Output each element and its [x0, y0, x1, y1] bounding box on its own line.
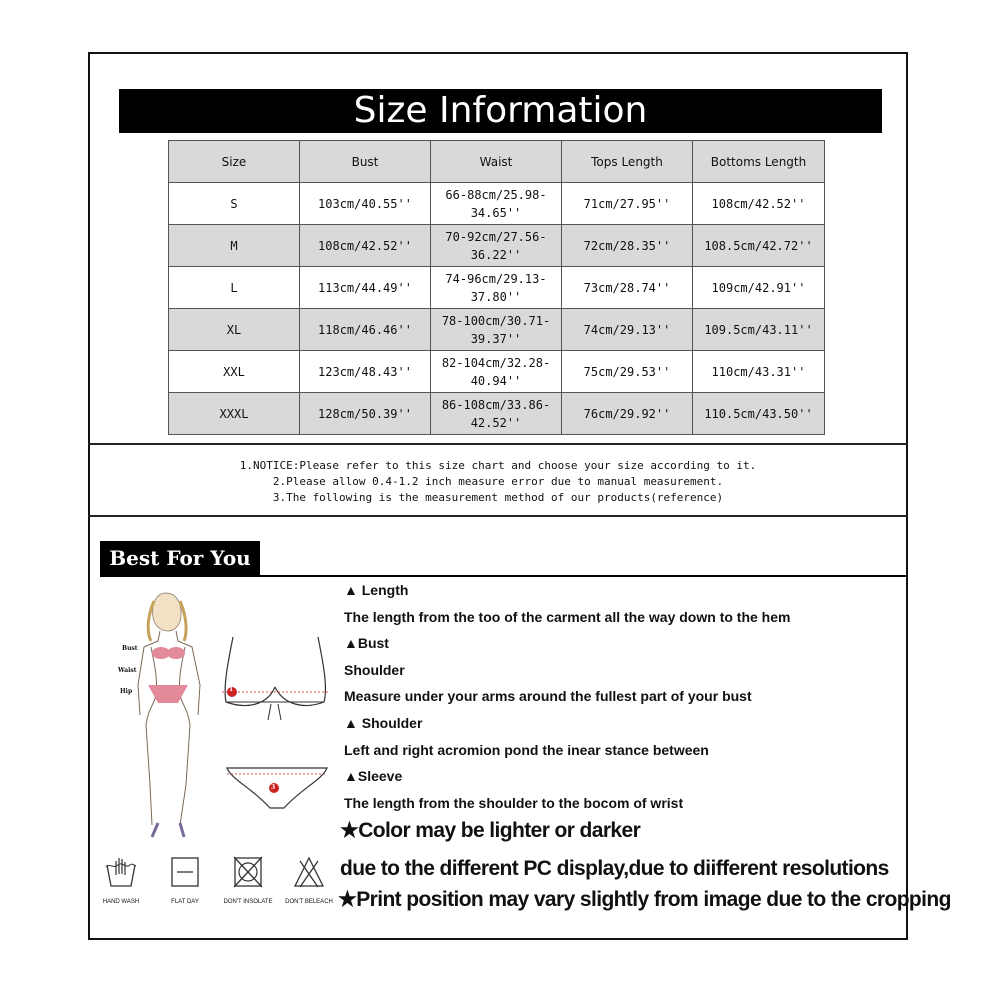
table-cell: XXXL	[169, 393, 300, 435]
table-cell: 74-96cm/29.13-37.80''	[431, 267, 562, 309]
hand-wash-icon	[104, 855, 138, 889]
section-divider-1	[88, 443, 908, 445]
table-cell: L	[169, 267, 300, 309]
table-cell: 110cm/43.31''	[693, 351, 825, 393]
care-dont-insolate	[218, 855, 278, 905]
table-cell: 108cm/42.52''	[693, 183, 825, 225]
table-cell: 73cm/28.74''	[562, 267, 693, 309]
table-cell: 123cm/48.43''	[300, 351, 431, 393]
figure-label-bust: Bust	[122, 645, 138, 652]
table-cell: 74cm/29.13''	[562, 309, 693, 351]
header-cell: Bust	[300, 141, 431, 183]
care-flat-dry	[155, 855, 215, 905]
care-label: FLAT DAY	[171, 899, 199, 905]
do-not-tumble-icon	[231, 855, 265, 889]
table-cell: 109cm/42.91''	[693, 267, 825, 309]
table-cell: 108cm/42.52''	[300, 225, 431, 267]
table-cell: S	[169, 183, 300, 225]
notice-block	[88, 458, 908, 506]
page-title: Size Information	[119, 89, 882, 133]
table-header-row	[169, 141, 825, 183]
table-row	[169, 309, 825, 351]
marker-3-label: 3	[271, 784, 276, 791]
flat-dry-icon	[168, 855, 202, 889]
table-cell: XXL	[169, 351, 300, 393]
figure-label-hip: Hip	[120, 688, 133, 695]
table-cell: 70-92cm/27.56-36.22''	[431, 225, 562, 267]
measurement-line: ▲Sleeve	[344, 768, 403, 785]
disclaimer-display: due to the different PC display,due to diifferent resolutions	[340, 857, 889, 880]
table-row	[169, 351, 825, 393]
measurement-guide	[344, 577, 904, 816]
table-cell: 75cm/29.53''	[562, 351, 693, 393]
notice-line: 1.NOTICE:Please refer to this size chart and choose your size according to it.	[239, 459, 757, 472]
table-cell: 110.5cm/43.50''	[693, 393, 825, 435]
disclaimer-color: ★Color may be lighter or darker	[340, 819, 641, 842]
table-row	[169, 183, 825, 225]
measurement-line: Shoulder	[344, 661, 405, 678]
header-cell: Size	[169, 141, 300, 183]
table-cell: 76cm/29.92''	[562, 393, 693, 435]
table-cell: 109.5cm/43.11''	[693, 309, 825, 351]
care-label: DON'T BELEACH	[285, 899, 333, 905]
table-cell: 86-108cm/33.86-42.52''	[431, 393, 562, 435]
measurement-line: The length from the shoulder to the bocom of wrist	[344, 794, 684, 811]
table-cell: XL	[169, 309, 300, 351]
figure-label-waist: Waist	[118, 667, 137, 674]
care-dont-bleach	[279, 855, 339, 905]
table-cell: 66-88cm/25.98-34.65''	[431, 183, 562, 225]
measurement-line: ▲Bust	[344, 635, 389, 652]
care-label: HAND WASH	[102, 899, 140, 905]
bikini-top-diagram	[218, 632, 333, 727]
marker-1-label: 1	[229, 686, 234, 693]
table-cell: M	[169, 225, 300, 267]
table-cell: 72cm/28.35''	[562, 225, 693, 267]
measurement-line: ▲ Length	[344, 582, 409, 598]
table-cell: 113cm/44.49''	[300, 267, 431, 309]
header-cell: Tops Length	[562, 141, 693, 183]
table-cell: 82-104cm/32.28-40.94''	[431, 351, 562, 393]
table-cell: 103cm/40.55''	[300, 183, 431, 225]
do-not-bleach-icon	[292, 855, 326, 889]
table-row	[169, 225, 825, 267]
bikini-bottom-diagram	[222, 760, 332, 815]
measurement-line: Left and right acromion pond the inear stance between	[344, 741, 709, 758]
header-cell: Waist	[431, 141, 562, 183]
care-label: DON'T INSOLATE	[223, 899, 273, 905]
measurement-line: The length from the too of the carment all the way down to the hem	[344, 608, 791, 625]
table-cell: 118cm/46.46''	[300, 309, 431, 351]
measurement-line: ▲ Shoulder	[344, 714, 423, 731]
best-for-you-label: Best For You	[100, 541, 260, 575]
table-cell: 128cm/50.39''	[300, 393, 431, 435]
table-cell: 71cm/27.95''	[562, 183, 693, 225]
table-cell: 78-100cm/30.71-39.37''	[431, 309, 562, 351]
table-row	[169, 393, 825, 435]
care-hand-wash	[91, 855, 151, 905]
disclaimer-print: ★Print position may vary slightly from image due to the cropping	[338, 888, 951, 911]
header-cell: Bottoms Length	[693, 141, 825, 183]
model-figure-illustration	[118, 585, 218, 840]
measurement-line: Measure under your arms around the fullest part of your bust	[344, 688, 752, 705]
section-divider-2	[88, 515, 908, 517]
notice-line: 3.The following is the measurement method of our products(reference)	[272, 491, 724, 504]
table-cell: 108.5cm/42.72''	[693, 225, 825, 267]
table-row	[169, 267, 825, 309]
notice-line: 2.Please allow 0.4-1.2 inch measure error due to manual measurement.	[272, 475, 724, 488]
size-table	[168, 140, 825, 435]
